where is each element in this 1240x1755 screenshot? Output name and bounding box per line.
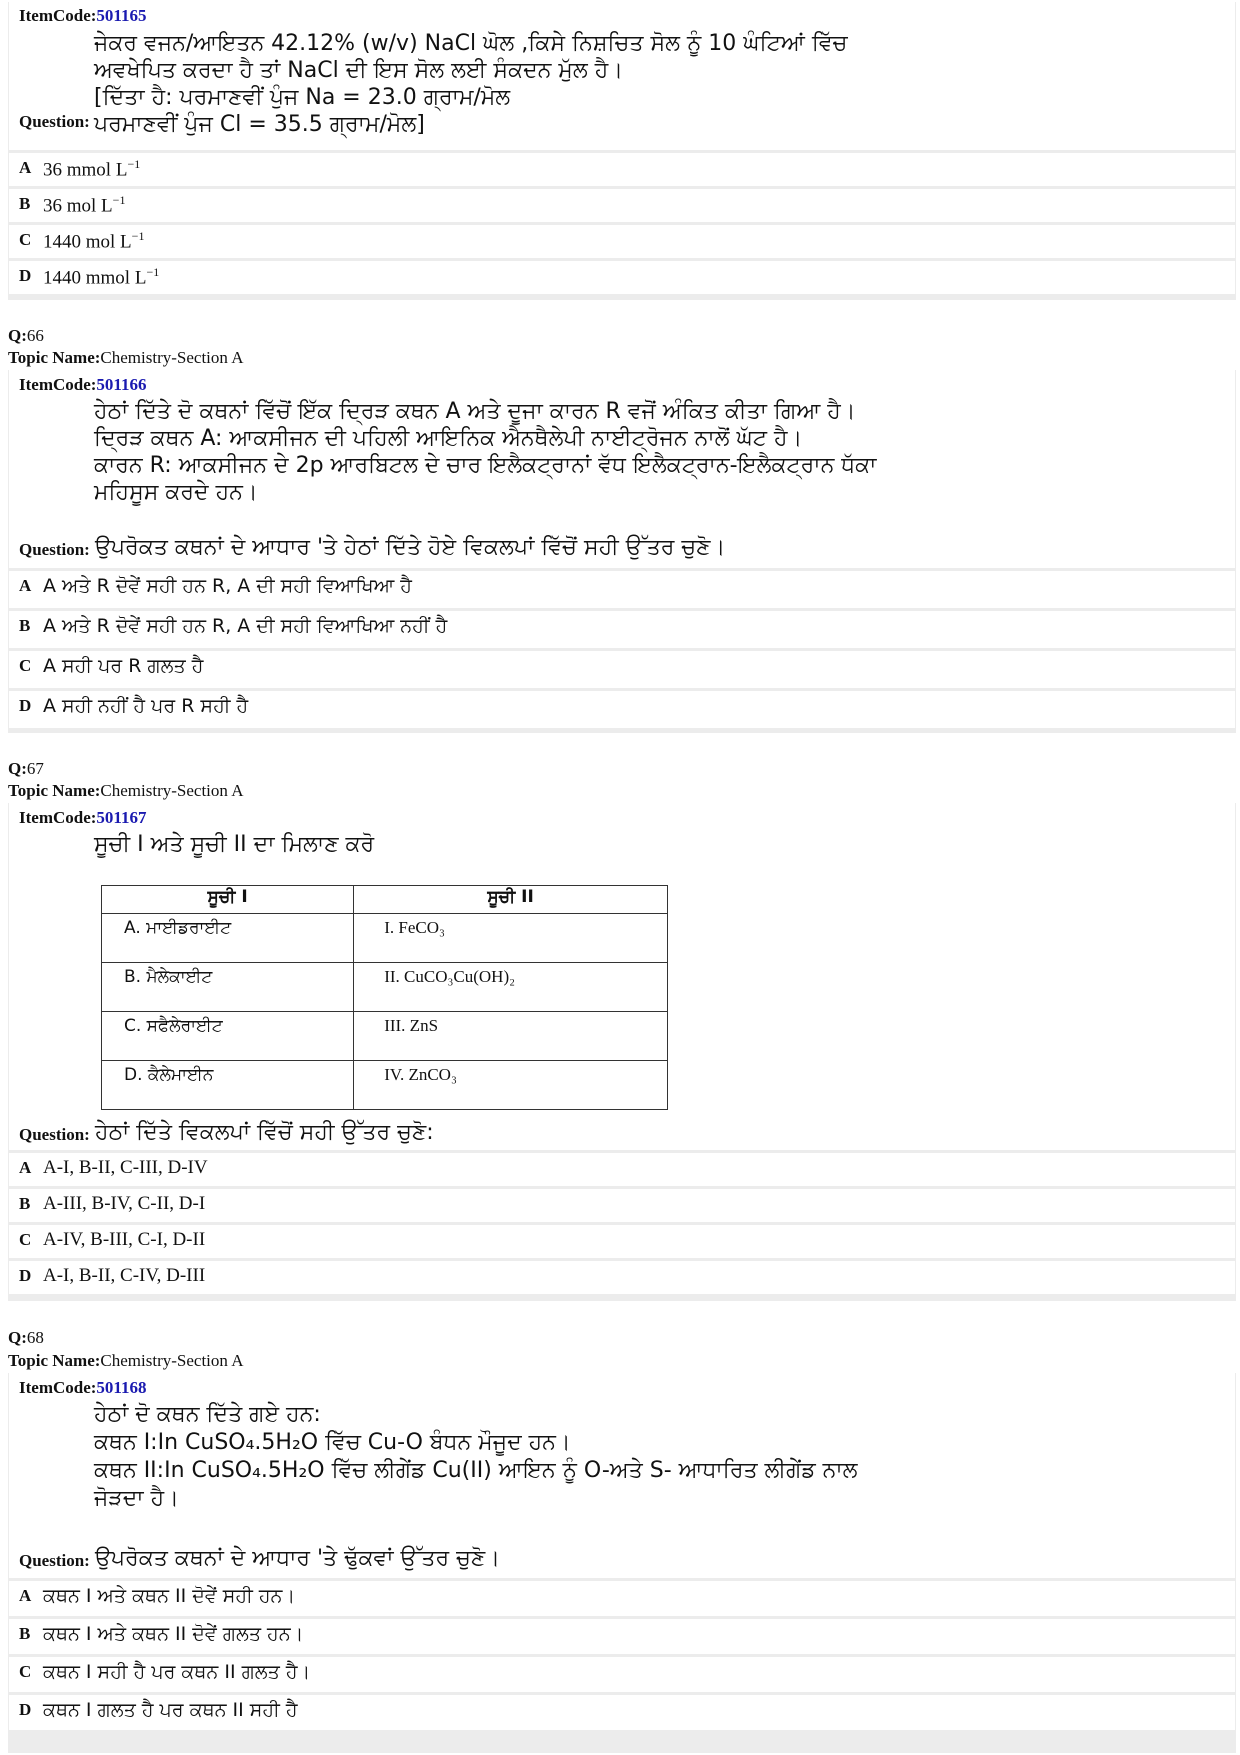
question-label: Question: — [19, 1551, 90, 1570]
question-stem — [9, 2, 1235, 150]
stem-line: ਕਥਨ II:In CuSO₄.5H₂O ਵਿੱਚ ਲੀਗੇਂਡ Cu(II) ਆਇਨ ਨੂੰ O-ਅਤੇ S- ਆਧਾਰਿਤ ਲੀਗੇਂਡ ਨਾਲ — [94, 1458, 858, 1483]
question-text: ਹੇਠਾਂ ਦਿੱਤੇ ਵਿਕਲਪਾਂ ਵਿੱਚੋਂ ਸਹੀ ਉੱਤਰ ਚੁਣੋ: — [95, 1120, 434, 1145]
option-a[interactable]: A 36 mmol $L^{-1}$ — [9, 153, 1235, 186]
table-row: A. ਮਾਈਡਰਾਈਟ I. FeCO₃ — [102, 914, 668, 963]
option-a[interactable]: A ਕਥਨ I ਅਤੇ ਕਥਨ II ਦੋਵੇਂ ਸਹੀ ਹਨ। — [9, 1581, 1235, 1616]
option-b[interactable]: B 36 mol $L^{-1}$ — [9, 189, 1235, 222]
stem-line: ਹੇਠਾਂ ਦਿੱਤੇ ਦੋ ਕਥਨਾਂ ਵਿੱਚੋਂ ਇੱਕ ਦ੍ਰਿੜ ਕਥਨ A ਅਤੇ ਦੂਜਾ ਕਾਰਨ R ਵਜੋਂ ਅੰਕਿਤ ਕੀਤਾ ਗਿਆ ਹੈ। — [94, 399, 856, 424]
item-code: 501166 — [96, 375, 147, 394]
question-number: Q:67 — [8, 759, 44, 778]
stem-line: ਕਥਨ I:In CuSO₄.5H₂O ਵਿੱਚ Cu-O ਬੰਧਨ ਮੌਜੂਦ ਹਨ। — [94, 1430, 571, 1455]
item-code: 501165 — [96, 6, 147, 25]
item-code-line: ItemCode:501167 — [19, 808, 147, 827]
table-row: B. ਮੈਲੇਕਾਈਟ II. CuCO₃Cu(OH)₂ — [102, 963, 668, 1012]
item-code-line: ItemCode:501168 — [19, 1378, 147, 1397]
question-65-block — [8, 2, 1236, 300]
option-d[interactable]: D A-I, B-II, C-IV, D-III — [9, 1261, 1235, 1294]
option-d[interactable]: D A ਸਹੀ ਨਹੀਂ ਹੈ ਪਰ R ਸਹੀ ਹੈ — [9, 691, 1235, 728]
option-b[interactable]: B A ਅਤੇ R ਦੋਵੇਂ ਸਹੀ ਹਨ R, A ਦੀ ਸਹੀ ਵਿਆਖਿਆ ਨਹੀਂ ਹੈ — [9, 611, 1235, 648]
option-b[interactable]: B A-III, B-IV, C-II, D-I — [9, 1189, 1235, 1222]
option-a[interactable]: A A ਅਤੇ R ਦੋਵੇਂ ਸਹੀ ਹਨ R, A ਦੀ ਸਹੀ ਵਿਆਖਿਆ ਹੈ — [9, 571, 1235, 608]
option-c[interactable]: C A-IV, B-III, C-I, D-II — [9, 1225, 1235, 1258]
question-text: ਉਪਰੋਕਤ ਕਥਨਾਂ ਦੇ ਆਧਾਰ 'ਤੇ ਹੇਠਾਂ ਦਿੱਤੇ ਹੋਏ ਵਿਕਲਪਾਂ ਵਿੱਚੋਂ ਸਹੀ ਉੱਤਰ ਚੁਣੋ। — [95, 535, 726, 560]
option-c[interactable]: C ਕਥਨ I ਸਹੀ ਹੈ ਪਰ ਕਥਨ II ਗਲਤ ਹੈ। — [9, 1657, 1235, 1692]
stem-line: ਹੇਠਾਂ ਦੋ ਕਥਨ ਦਿੱਤੇ ਗਏ ਹਨ: — [94, 1402, 321, 1427]
question-text: ਉਪਰੋਕਤ ਕਥਨਾਂ ਦੇ ਆਧਾਰ 'ਤੇ ਢੁੱਕਵਾਂ ਉੱਤਰ ਚੁਣੋ। — [95, 1546, 501, 1571]
option-b[interactable]: B ਕਥਨ I ਅਤੇ ਕਥਨ II ਦੋਵੇਂ ਗਲਤ ਹਨ। — [9, 1619, 1235, 1654]
table-row: D. ਕੈਲੇਮਾਈਨ IV. ZnCO₃ — [102, 1061, 668, 1110]
question-number: Q:68 — [8, 1328, 44, 1347]
question-stem — [9, 803, 1235, 1150]
match-table — [101, 885, 668, 1110]
stem-line: ਜੇਕਰ ਵਜਨ/ਆਇਤਨ 42.12% (w/v) NaCl ਘੋਲ ,ਕਿਸੇ ਨਿਸ਼ਚਿਤ ਸੋਲ ਨੂੰ 10 ਘੰਟਿਆਂ ਵਿੱਚ — [94, 31, 848, 56]
question-68-block — [8, 1373, 1236, 1753]
option-c[interactable]: C 1440 mol $L^{-1}$ — [9, 225, 1235, 258]
stem-line: ਦ੍ਰਿੜ ਕਥਨ A: ਆਕਸੀਜਨ ਦੀ ਪਹਿਲੀ ਆਇਨਿਕ ਐਨਥੈਲੇਪੀ ਨਾਈਟ੍ਰੋਜਨ ਨਾਲੋਂ ਘੱਟ ਹੈ। — [94, 426, 803, 451]
item-code: 501167 — [96, 808, 147, 827]
item-code-line: ItemCode:501165 — [19, 6, 147, 25]
question-label: Question: — [19, 1125, 90, 1144]
option-d[interactable]: D 1440 mmol $L^{-1}$ — [9, 261, 1235, 294]
option-c[interactable]: C A ਸਹੀ ਪਰ R ਗਲਤ ਹੈ — [9, 651, 1235, 688]
stem-line: ਪਰਮਾਣਵੀਂ ਪੁੰਜ Cl = 35.5 ਗ੍ਰਾਮ/ਮੋਲ] — [94, 112, 425, 137]
topic-name: Topic Name:Chemistry-Section A — [8, 1351, 244, 1370]
question-label: Question: — [19, 112, 90, 131]
table-header: ਸੂਚੀ I — [102, 886, 354, 914]
option-a[interactable]: A A-I, B-II, C-III, D-IV — [9, 1153, 1235, 1186]
question-number: Q:66 — [8, 326, 44, 345]
question-stem — [9, 370, 1235, 568]
question-label: Question: — [19, 540, 90, 559]
table-header: ਸੂਚੀ II — [354, 886, 668, 914]
topic-name: Topic Name:Chemistry-Section A — [8, 348, 244, 367]
item-code-line: ItemCode:501166 — [19, 375, 147, 394]
stem-line: ਕਾਰਨ R: ਆਕਸੀਜਨ ਦੇ 2p ਆਰਬਿਟਲ ਦੇ ਚਾਰ ਇਲੈਕਟ੍ਰਾਨਾਂ ਵੱਧ ਇਲੈਕਟ੍ਰਾਨ-ਇਲੈਕਟ੍ਰਾਨ ਧੱਕਾ — [94, 453, 877, 478]
topic-name: Topic Name:Chemistry-Section A — [8, 781, 244, 800]
question-66-block — [8, 370, 1236, 733]
option-d[interactable]: D ਕਥਨ I ਗਲਤ ਹੈ ਪਰ ਕਥਨ II ਸਹੀ ਹੈ — [9, 1695, 1235, 1730]
item-code: 501168 — [96, 1378, 147, 1397]
table-row: C. ਸਫੈਲੇਰਾਈਟ III. ZnS — [102, 1012, 668, 1061]
stem-line: ਮਹਿਸੂਸ ਕਰਦੇ ਹਨ। — [94, 480, 258, 505]
stem-line: [ਦਿੱਤਾ ਹੈ: ਪਰਮਾਣਵੀਂ ਪੁੰਜ Na = 23.0 ਗ੍ਰਾਮ/ਮੋਲ — [94, 85, 511, 110]
question-67-block — [8, 803, 1236, 1301]
stem-line: ਸੂਚੀ I ਅਤੇ ਸੂਚੀ II ਦਾ ਮਿਲਾਣ ਕਰੋ — [94, 832, 375, 857]
stem-line: ਅਵਖੇਪਿਤ ਕਰਦਾ ਹੈ ਤਾਂ NaCl ਦੀ ਇਸ ਸੋਲ ਲਈ ਸੰਕਦਨ ਮੁੱਲ ਹੈ। — [94, 58, 624, 83]
stem-line: ਜੋੜਦਾ ਹੈ। — [94, 1486, 179, 1511]
question-stem — [9, 1373, 1235, 1578]
